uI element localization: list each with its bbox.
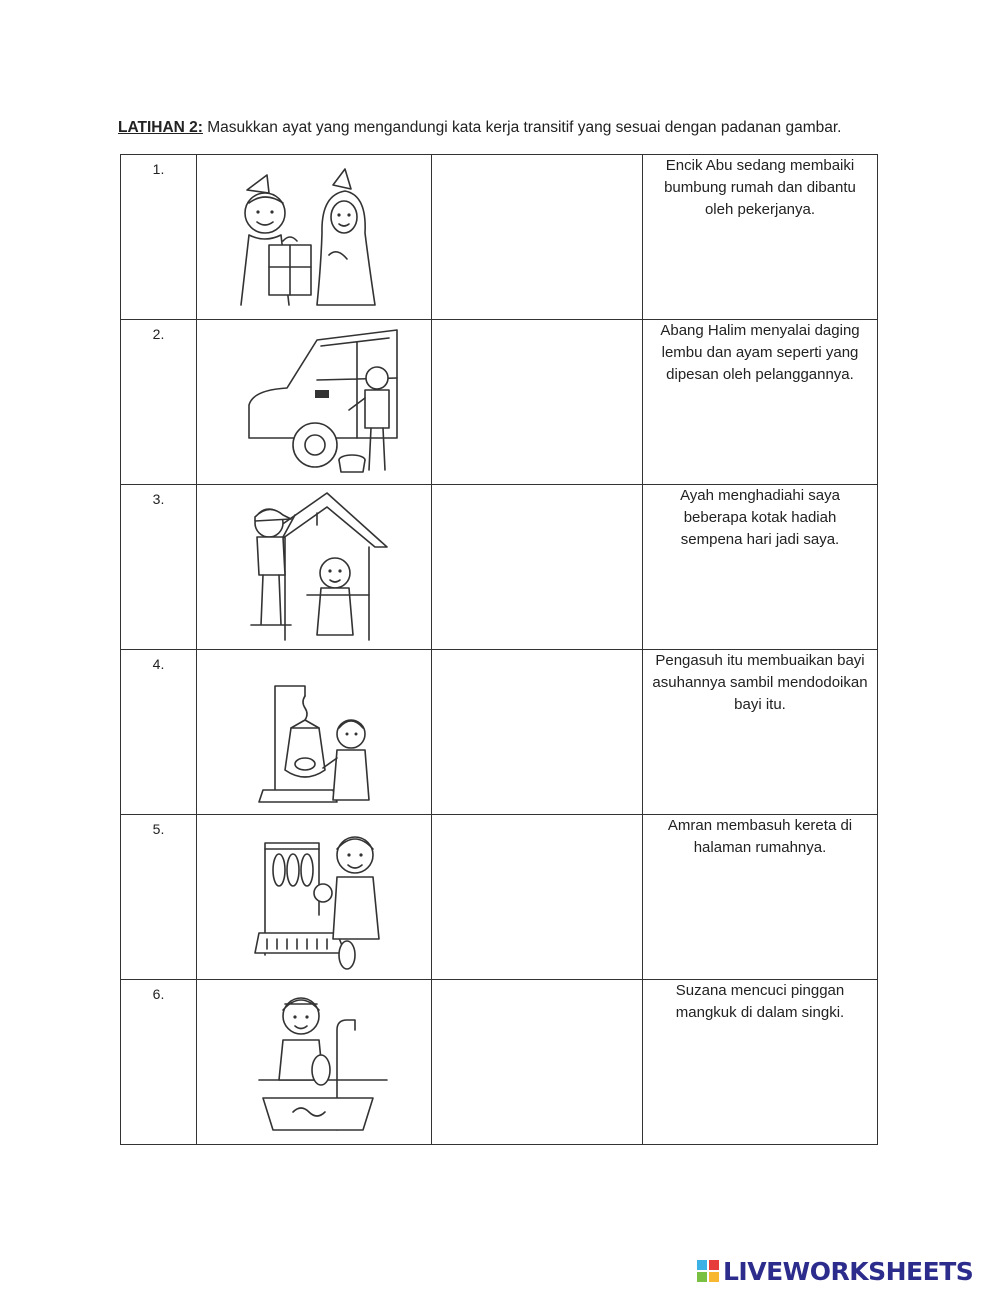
table-row [121,650,878,815]
exercise-label: LATIHAN 2: [118,119,203,136]
logo-text: LIVEWORKSHEETS [723,1256,974,1286]
answer-input[interactable] [432,650,642,813]
answer-input[interactable] [432,485,642,648]
sentence-cell: Abang Halim menyalai daging lembu dan ayam seperti yang dipesan oleh pelanggannya. [643,320,878,485]
table-row [121,815,878,980]
logo-square [697,1260,707,1270]
sentence-cell: Pengasuh itu membuaikan bayi asuhannya sambil mendodoikan bayi itu. [643,650,878,815]
answer-input[interactable] [432,980,642,1143]
logo-squares-icon [697,1260,719,1282]
baby-cradle-icon [197,650,432,813]
grilling-meat-icon [197,815,432,978]
answer-cell[interactable] [432,320,643,485]
row-picture [197,815,432,980]
row-picture [197,155,432,320]
answer-cell[interactable] [432,815,643,980]
logo-square [697,1272,707,1282]
answer-cell[interactable] [432,155,643,320]
row-picture [197,485,432,650]
row-number: 2. [121,320,197,485]
answer-cell[interactable] [432,485,643,650]
logo-square [709,1272,719,1282]
answer-cell[interactable] [432,650,643,815]
table-row [121,485,878,650]
answer-input[interactable] [432,320,642,483]
roof-repair-icon [197,485,432,648]
row-number: 1. [121,155,197,320]
table-row [121,155,878,320]
matching-table [120,154,878,1145]
row-picture [197,320,432,485]
logo-square [709,1260,719,1270]
answer-input[interactable] [432,815,642,978]
table-row [121,320,878,485]
row-picture [197,980,432,1145]
car-wash-icon [197,320,432,483]
exercise-heading [118,118,898,138]
exercise-instruction: Masukkan ayat yang mengandungi kata kerja transitif yang sesuai dengan padanan gambar. [202,119,842,136]
table-row [121,980,878,1145]
answer-input[interactable] [432,155,642,318]
birthday-gift-icon [197,155,432,318]
sentence-cell: Ayah menghadiahi saya beberapa kotak hadiah sempena hari jadi saya. [643,485,878,650]
row-number: 5. [121,815,197,980]
sentence-cell: Encik Abu sedang membaiki bumbung rumah dan dibantu oleh pekerjanya. [643,155,878,320]
row-picture [197,650,432,815]
liveworksheets-logo [697,1254,973,1288]
row-number: 6. [121,980,197,1145]
row-number: 3. [121,485,197,650]
washing-dishes-icon [197,980,432,1143]
answer-cell[interactable] [432,980,643,1145]
sentence-cell: Suzana mencuci pinggan mangkuk di dalam singki. [643,980,878,1145]
row-number: 4. [121,650,197,815]
sentence-cell: Amran membasuh kereta di halaman rumahnya. [643,815,878,980]
